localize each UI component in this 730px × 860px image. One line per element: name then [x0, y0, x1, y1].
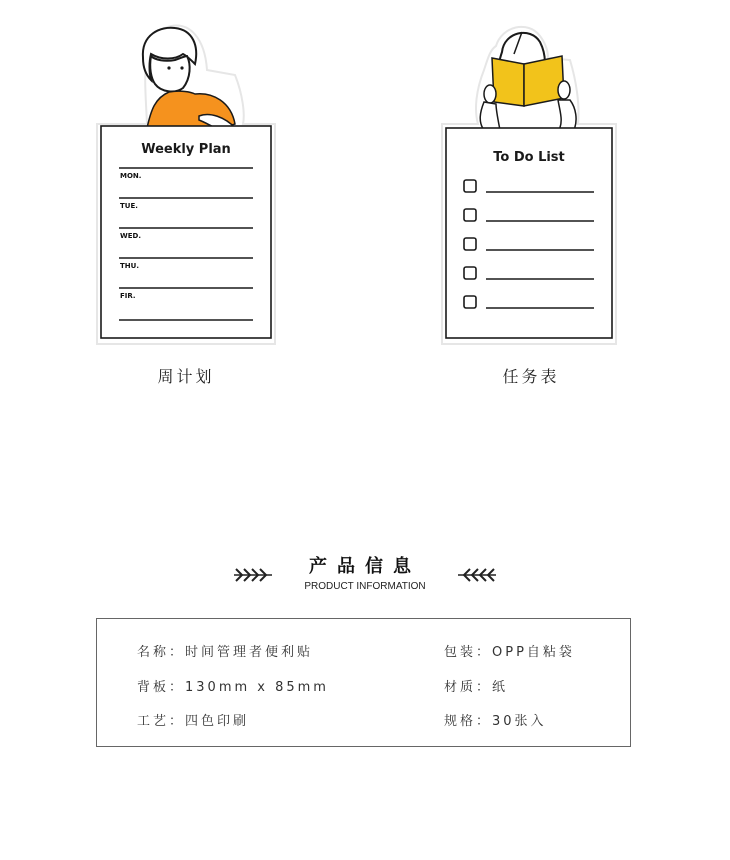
day-label-thu: THU. — [120, 262, 139, 270]
section-subtitle: PRODUCT INFORMATION — [304, 581, 426, 592]
weekly-plan-caption: 周计划 — [157, 367, 215, 386]
day-label-mon: MON. — [120, 172, 142, 180]
day-label-wed: WED. — [120, 232, 141, 240]
day-label-tue: TUE. — [120, 202, 138, 210]
day-label-fir: FIR. — [120, 292, 136, 300]
info-process: 工艺：四色印刷 — [137, 714, 250, 729]
section-title: 产品信息 — [309, 556, 421, 577]
info-packaging: 包装：OPP自粘袋 — [444, 645, 575, 660]
right-wheat-icon — [454, 565, 498, 585]
weekly-plan-title: Weekly Plan — [141, 142, 231, 157]
todo-list-illustration — [440, 20, 618, 350]
todo-list-caption: 任务表 — [502, 367, 560, 386]
info-spec: 规格：30张入 — [444, 714, 547, 729]
todo-list-product — [440, 20, 618, 350]
product-info-box — [96, 618, 631, 747]
todo-list-title: To Do List — [493, 150, 565, 165]
weekly-plan-illustration — [95, 20, 277, 350]
info-material: 材质：纸 — [444, 680, 509, 695]
info-backing: 背板：130mm x 85mm — [137, 680, 329, 695]
weekly-plan-product — [95, 20, 277, 350]
info-name: 名称：时间管理者便利贴 — [137, 645, 314, 660]
